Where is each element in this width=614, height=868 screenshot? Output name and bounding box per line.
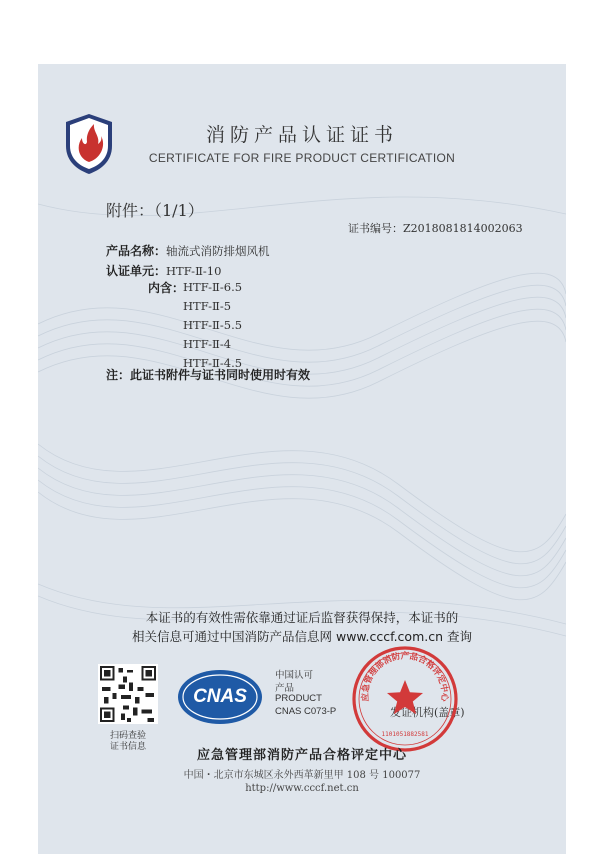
qr-caption-line-1: 扫码查验 — [110, 730, 147, 740]
qr-caption-line-2: 证书信息 — [110, 741, 147, 751]
certificate-page — [38, 64, 566, 854]
issuer-label: 发证机构(盖章) — [390, 706, 465, 719]
cert-unit-label: 认证单元： — [106, 264, 167, 278]
stamp-number: 1101051882581 — [381, 731, 429, 738]
official-red-stamp — [350, 644, 460, 754]
product-name-label: 产品名称： — [106, 244, 167, 258]
notice-line-1: 本证书的有效性需依靠通过证后监督获得保持，本证书的 — [145, 610, 459, 625]
certificate-number — [348, 220, 523, 236]
cert-unit-value: HTF-Ⅱ-10 — [166, 264, 222, 278]
cnas-line-3: PRODUCT — [275, 693, 322, 704]
model-item: HTF-Ⅱ-6.5 — [183, 280, 243, 294]
cnas-line-4: CNAS C073-P — [275, 706, 337, 717]
product-name-row — [106, 240, 270, 259]
certificate-number-value: Z2018081814002063 — [403, 222, 523, 235]
stamp-ring-text-path: 应急管理部消防产品合格评定中心 — [360, 651, 450, 702]
annex-label: 附件：（1/1） — [106, 201, 204, 220]
notice-line-2: 相关信息可通过中国消防产品信息网 www.cccf.com.cn 查询 — [132, 629, 472, 644]
model-item: HTF-Ⅱ-4 — [183, 337, 232, 351]
title-chinese: 消防产品认证证书 — [205, 124, 398, 146]
qr-code[interactable] — [98, 664, 158, 724]
footer-organization: 应急管理部消防产品合格评定中心 — [196, 748, 407, 763]
cnas-line-1: 中国认可 — [275, 670, 314, 681]
model-item: HTF-Ⅱ-4.5 — [183, 356, 243, 370]
title-english: CERTIFICATE FOR FIRE PRODUCT CERTIFICATION — [148, 151, 456, 165]
footer-website[interactable]: http://www.cccf.net.cn — [245, 783, 359, 794]
certificate-number-label: 证书编号： — [348, 222, 403, 235]
cert-unit-row — [106, 260, 221, 279]
model-item: HTF-Ⅱ-5.5 — [183, 318, 243, 332]
product-name-value: 轴流式消防排烟风机 — [166, 244, 270, 258]
cnas-line-2: 产品 — [275, 683, 295, 694]
cnas-logo-text: CNAS — [193, 686, 247, 707]
footer-address: 中国・北京市东城区永外西革新里甲 108 号 100077 — [183, 770, 421, 781]
model-item: HTF-Ⅱ-5 — [183, 299, 232, 313]
validity-note: 注：此证书附件与证书同时使用时有效 — [106, 368, 311, 382]
contains-label: 内含： — [148, 281, 185, 295]
